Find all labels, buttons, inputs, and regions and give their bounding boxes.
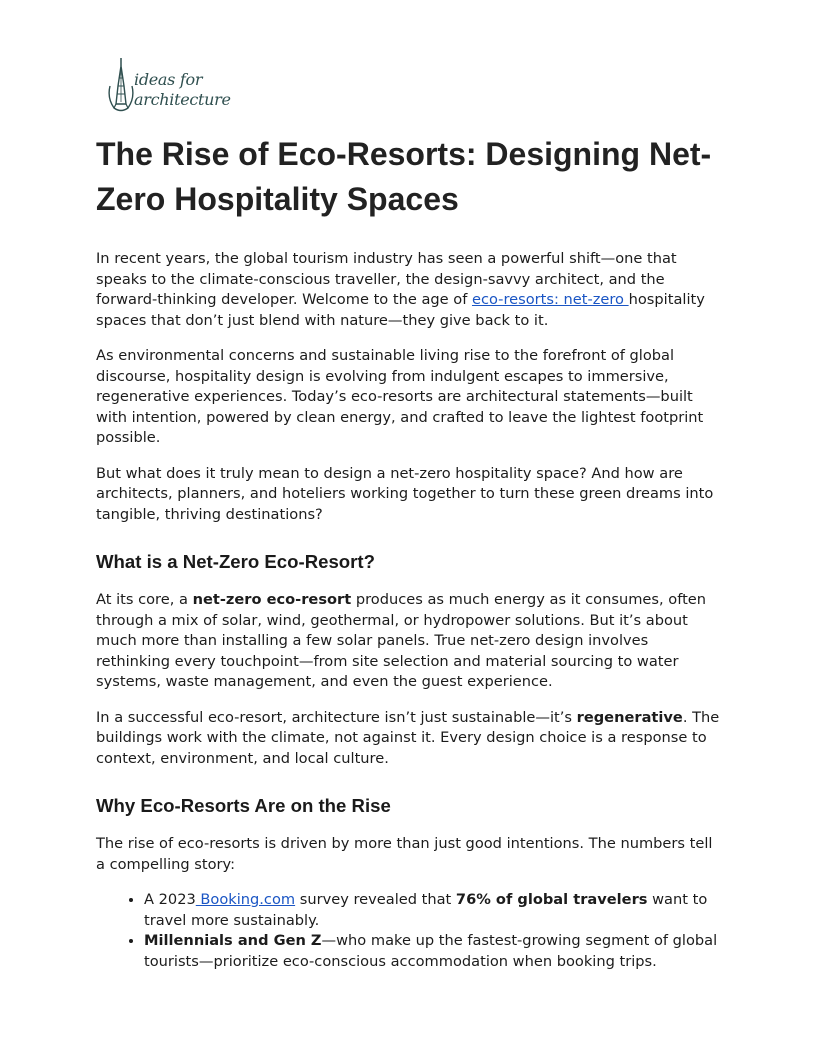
text-run: produces as much energy as it consumes, often through a mix of solar, wind, geothermal, or hydropower solutions. But it’s about much more than installing a few solar panels. True net-zero design involves rethinking every touchpoint—from site selection and material sourcing to water systems, waste management, and even the guest experience. bbox=[96, 591, 707, 690]
text-run: A 2023 bbox=[144, 891, 196, 908]
bold-term: Millennials and Gen Z bbox=[144, 932, 322, 949]
article bbox=[96, 132, 726, 972]
booking-link[interactable]: Booking.com bbox=[195, 891, 296, 908]
logo-text-line2: architecture bbox=[134, 90, 231, 109]
net-zero-paragraph-1 bbox=[96, 590, 726, 693]
paragraph-2: As environmental concerns and sustainable living rise to the forefront of global discourse, hospitality design is evolving from indulgent escapes to immersive, regenerative experiences. Today’s eco-resorts are architectural statements—built with intention, powered by clean energy, and crafted to leave the lightest footprint possible. bbox=[96, 347, 704, 446]
list-item bbox=[144, 931, 726, 972]
eco-resorts-link[interactable]: eco-resorts: net-zero bbox=[471, 291, 629, 308]
paragraph-3: But what does it truly mean to design a net-zero hospitality space? And how are architects, planners, and hoteliers working together to turn these green dreams into tangible, thriving destinations? bbox=[96, 464, 714, 523]
page-title: The Rise of Eco-Resorts: Designing Net-Zero Hospitality Spaces bbox=[96, 136, 712, 217]
text-run: survey revealed that bbox=[295, 891, 456, 908]
site-logo bbox=[106, 56, 231, 118]
list-item bbox=[144, 890, 726, 931]
bold-term: regenerative bbox=[576, 708, 683, 726]
bold-term: net-zero eco-resort bbox=[192, 591, 352, 608]
text-run: . The buildings work with the climate, not against it. Every design choice is a response to context, environment, and local culture. bbox=[96, 708, 720, 767]
bold-term: 76% of global travelers bbox=[455, 891, 648, 908]
text-run: In a successful eco-resort, architecture isn’t just sustainable—it’s bbox=[96, 708, 577, 726]
text-run: At its core, a bbox=[96, 591, 193, 608]
intro-paragraph bbox=[96, 249, 726, 331]
tower-icon bbox=[106, 56, 136, 118]
section-heading-rise: Why Eco-Resorts Are on the Rise bbox=[96, 795, 391, 816]
text-run: —who make up the fastest-growing segment of global tourists—prioritize eco-conscious accommodation when booking trips. bbox=[144, 932, 718, 970]
intro-text-start: In recent years, the global tourism industry has seen a powerful shift—one that speaks to the climate-conscious traveller, the design-savvy architect, and the forward-thinking developer. Welcome to the age of bbox=[96, 250, 677, 308]
text-run: want to travel more sustainably. bbox=[144, 891, 708, 929]
intro-text-end: hospitality spaces that don’t just blend with nature—they give back to it. bbox=[96, 291, 705, 329]
section-heading-net-zero: What is a Net-Zero Eco-Resort? bbox=[96, 551, 375, 572]
stats-list bbox=[96, 890, 726, 972]
logo-text-line1: ideas for bbox=[134, 70, 203, 89]
rise-paragraph: The rise of eco-resorts is driven by more than just good intentions. The numbers tell a compelling story: bbox=[96, 835, 713, 873]
net-zero-paragraph-2 bbox=[96, 708, 726, 770]
